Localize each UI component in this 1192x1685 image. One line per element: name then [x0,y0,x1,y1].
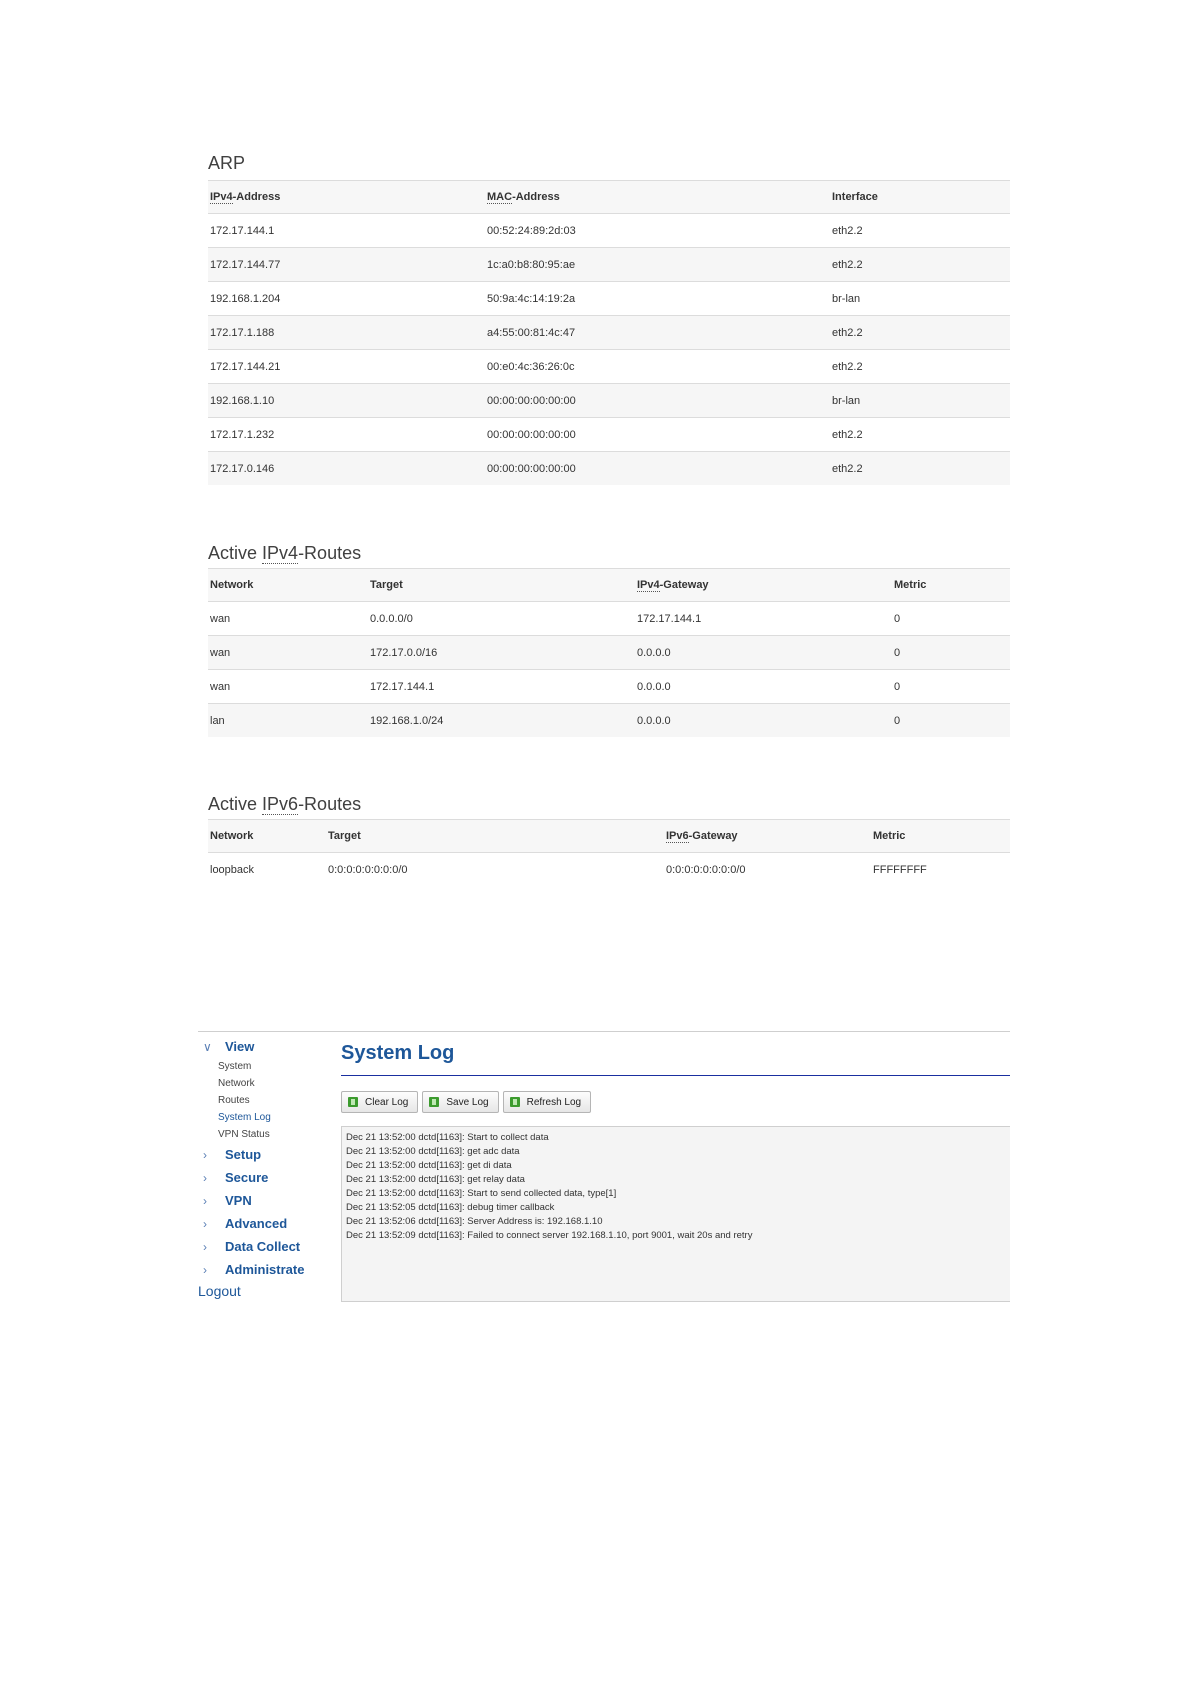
table-row: 172.17.144.21 00:e0:4c:36:26:0c eth2.2 [208,350,1010,384]
table-row: 172.17.144.1 00:52:24:89:2d:03 eth2.2 [208,214,1010,248]
log-toolbar [341,1091,1010,1113]
chevron-right-icon: › [203,1193,207,1208]
nav-setup[interactable]: › Setup [198,1143,333,1166]
system-log-content [341,1035,1010,1302]
logout-link[interactable]: Logout [198,1283,241,1299]
log-line: Dec 21 13:52:00 dctd[1163]: get adc data [346,1146,520,1157]
nav-secure[interactable]: › Secure [198,1166,333,1189]
refresh-icon [510,1097,520,1107]
nav-data-collect[interactable]: › Data Collect [198,1235,333,1258]
log-line: Dec 21 13:52:00 dctd[1163]: get di data [346,1160,512,1171]
table-row: 172.17.1.188 a4:55:00:81:4c:47 eth2.2 [208,316,1010,350]
save-log-button[interactable]: Save Log [422,1091,498,1113]
arp-header-ip: IPv4-Address [208,181,485,214]
log-line: Dec 21 13:52:00 dctd[1163]: get relay data [346,1174,525,1185]
arp-header-mac: MAC-Address [485,181,830,214]
ipv4-routes-section [208,540,1010,737]
ipv4-header-target: Target [368,569,635,602]
ipv6-routes-table [208,819,1010,886]
table-row: lan 192.168.1.0/24 0.0.0.0 0 [208,704,1010,738]
ipv6-header-gateway: IPv6-Gateway [664,820,871,853]
log-line: Dec 21 13:52:05 dctd[1163]: debug timer callback [346,1202,555,1213]
nav-item-system[interactable]: System [218,1061,252,1072]
table-row: wan 172.17.0.0/16 0.0.0.0 0 [208,636,1010,670]
table-row: 172.17.1.232 00:00:00:00:00:00 eth2.2 [208,418,1010,452]
nav-item-vpn-status[interactable]: VPN Status [218,1129,270,1140]
clear-icon [348,1097,358,1107]
ipv6-header-network: Network [208,820,326,853]
ipv4-routes-table [208,568,1010,737]
nav-administrate[interactable]: › Administrate [198,1258,333,1281]
nav-vpn[interactable]: › VPN [198,1189,333,1212]
arp-header-interface: Interface [830,181,1010,214]
table-row: 172.17.0.146 00:00:00:00:00:00 eth2.2 [208,452,1010,486]
nav-view[interactable]: ∨ View [198,1035,333,1058]
chevron-right-icon: › [203,1170,207,1185]
ipv6-routes-section [208,791,1010,886]
arp-header-row [208,181,1010,214]
nav-item-network[interactable]: Network [218,1078,255,1089]
ipv4-routes-title: Active IPv4-Routes [208,543,362,563]
ipv4-header-metric: Metric [892,569,1010,602]
ipv4-header-gateway: IPv4-Gateway [635,569,892,602]
title-underline [341,1075,1010,1076]
ipv6-header-row [208,820,1010,853]
table-row: wan 0.0.0.0/0 172.17.144.1 0 [208,602,1010,636]
chevron-right-icon: › [203,1239,207,1254]
arp-section [208,150,1010,485]
log-line: Dec 21 13:52:00 dctd[1163]: Start to send collected data, type[1] [346,1188,617,1199]
log-textarea[interactable] [341,1126,1010,1302]
screen-divider [198,1031,1010,1032]
chevron-down-icon: ∨ [203,1039,212,1054]
chevron-right-icon: › [203,1216,207,1231]
ipv4-header-row [208,569,1010,602]
table-row: 172.17.144.77 1c:a0:b8:80:95:ae eth2.2 [208,248,1010,282]
ipv6-routes-title: Active IPv6-Routes [208,794,362,814]
chevron-right-icon: › [203,1262,207,1277]
ipv4-header-network: Network [208,569,368,602]
log-line: Dec 21 13:52:06 dctd[1163]: Server Address is: 192.168.1.10 [346,1216,603,1227]
log-line: Dec 21 13:52:09 dctd[1163]: Failed to connect server 192.168.1.10, port 9001, wait 20s and retry [346,1230,753,1241]
table-row: 192.168.1.204 50:9a:4c:14:19:2a br-lan [208,282,1010,316]
nav-advanced[interactable]: › Advanced [198,1212,333,1235]
table-row: 192.168.1.10 00:00:00:00:00:00 br-lan [208,384,1010,418]
table-row: loopback 0:0:0:0:0:0:0:0/0 0:0:0:0:0:0:0:0/0 FFFFFFFF [208,853,1010,887]
sidebar-nav [198,1035,333,1299]
refresh-log-button[interactable]: Refresh Log [503,1091,591,1113]
table-row: wan 172.17.144.1 0.0.0.0 0 [208,670,1010,704]
save-icon [429,1097,439,1107]
log-line: Dec 21 13:52:00 dctd[1163]: Start to collect data [346,1132,549,1143]
ipv6-header-metric: Metric [871,820,1010,853]
nav-item-system-log[interactable]: System Log [218,1112,271,1123]
clear-log-button[interactable]: Clear Log [341,1091,418,1113]
nav-item-routes[interactable]: Routes [218,1095,250,1106]
ipv6-header-target: Target [326,820,664,853]
arp-title: ARP [208,153,246,173]
chevron-right-icon: › [203,1147,207,1162]
arp-table [208,180,1010,485]
page-title: System Log [341,1042,455,1064]
